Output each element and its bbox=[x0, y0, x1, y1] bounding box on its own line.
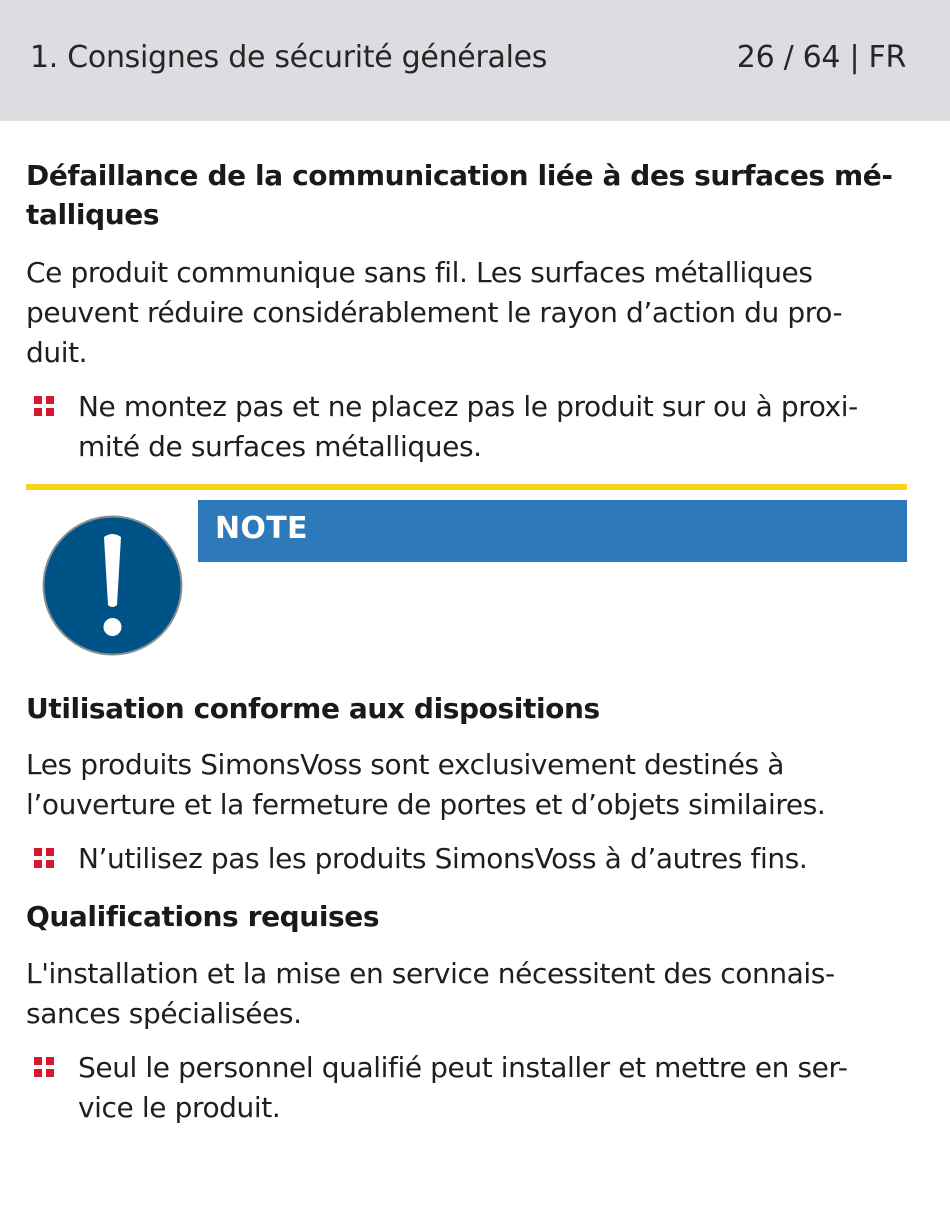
paragraph-line: L'installation et la mise en service nécessitent des connais- bbox=[26, 957, 835, 990]
notice-banner bbox=[198, 500, 907, 562]
list-item-text bbox=[78, 1048, 908, 1128]
list-item-text bbox=[78, 387, 908, 467]
red-square-bullet-icon bbox=[34, 1057, 54, 1077]
heading-line: Utilisation conforme aux dispositions bbox=[26, 692, 600, 725]
paragraph-line: Ce produit communique sans fil. Les surfaces métalliques bbox=[26, 256, 813, 289]
list-item-line: mité de surfaces métalliques. bbox=[78, 430, 482, 463]
paragraph-intended-use bbox=[26, 745, 907, 825]
red-square-bullet-icon bbox=[34, 848, 54, 868]
paragraph-line: l’ouverture et la fermeture de portes et d’objets similaires. bbox=[26, 788, 826, 821]
mandatory-exclamation-icon bbox=[42, 515, 183, 656]
paragraph-line: sances spécialisées. bbox=[26, 997, 302, 1030]
list-item-line: Seul le personnel qualifié peut installer et mettre en ser- bbox=[78, 1051, 848, 1084]
section-heading-metal-surfaces bbox=[26, 156, 907, 234]
paragraph-line: duit. bbox=[26, 336, 88, 369]
heading-line: Défaillance de la communication liée à des surfaces mé- bbox=[26, 159, 893, 192]
list-item-line: vice le produit. bbox=[78, 1091, 281, 1124]
heading-line: Qualifications requises bbox=[26, 900, 380, 933]
page-indicator: 26 / 64 | FR bbox=[736, 40, 906, 75]
page-header bbox=[0, 0, 950, 121]
paragraph-qualifications bbox=[26, 954, 907, 1034]
section-heading-intended-use bbox=[26, 689, 907, 728]
chapter-title: 1. Consignes de sécurité générales bbox=[30, 40, 548, 75]
paragraph-line: Les produits SimonsVoss sont exclusivement destinés à bbox=[26, 748, 785, 781]
red-square-bullet-icon bbox=[34, 396, 54, 416]
notice-label: NOTE bbox=[215, 511, 308, 546]
paragraph-metal-surfaces bbox=[26, 253, 907, 373]
paragraph-line: peuvent réduire considérablement le rayon d’action du pro- bbox=[26, 296, 843, 329]
notice-divider bbox=[26, 484, 907, 490]
list-item-line: Ne montez pas et ne placez pas le produit sur ou à proxi- bbox=[78, 390, 858, 423]
heading-line: talliques bbox=[26, 198, 160, 231]
list-item-text bbox=[78, 839, 908, 879]
list-item-line: N’utilisez pas les produits SimonsVoss à d’autres fins. bbox=[78, 842, 808, 875]
section-heading-qualifications bbox=[26, 897, 907, 936]
